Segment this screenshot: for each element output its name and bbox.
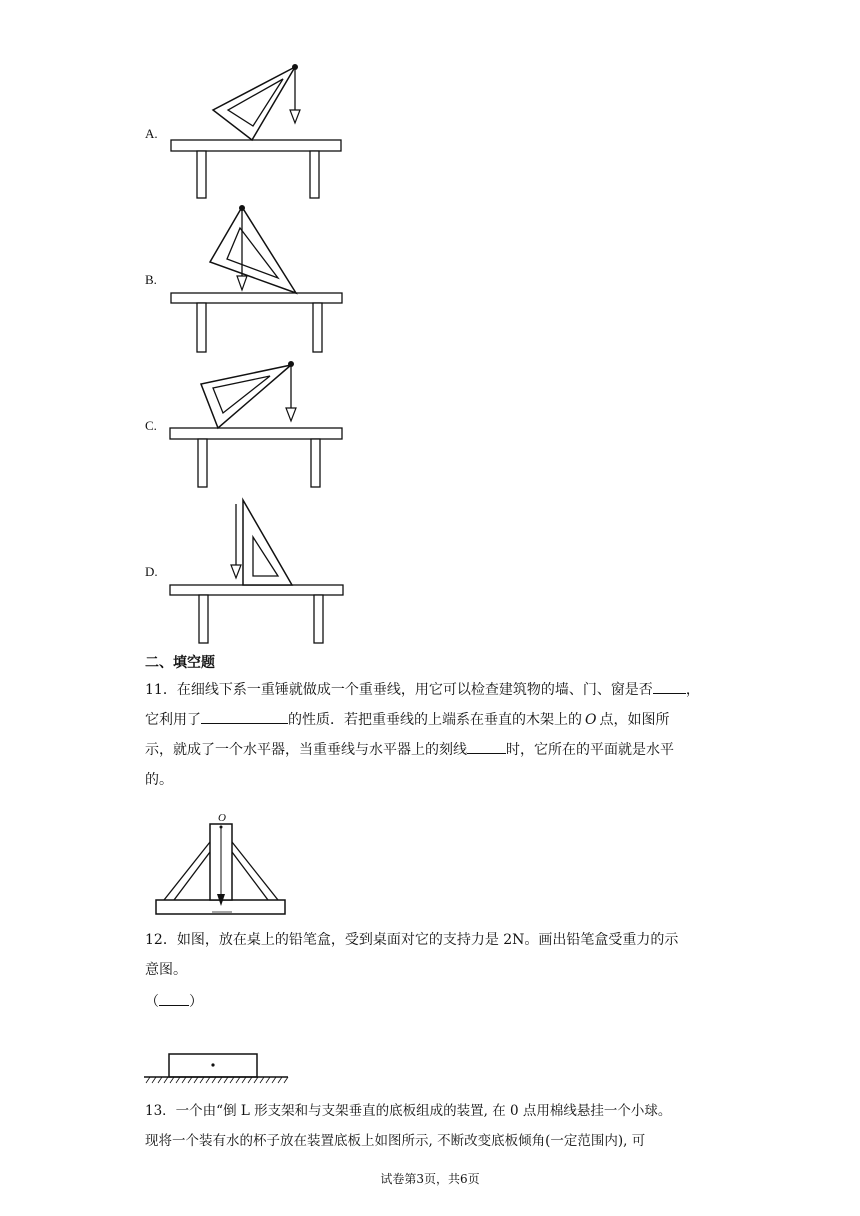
q13-line1-text: 13．一个由“倒 L 形支架和与支架垂直的底板组成的装置, 在 0 点用棉线悬挂一个小球。	[145, 1103, 672, 1119]
question-12	[145, 925, 678, 1017]
page-footer: 试卷第3页，共6页	[380, 1172, 480, 1186]
option-b-label: B.	[145, 272, 157, 287]
question-11	[145, 675, 700, 795]
q12-answer-blank[interactable]	[159, 990, 189, 1006]
option-d-label: D.	[145, 564, 158, 579]
q11-line1-text: 11．在细线下系一重锤就做成一个重垂线，用它可以检查建筑物的墙、门、窗是否	[145, 682, 653, 698]
q11-line4-text: 的。	[145, 772, 173, 788]
q11-blank-1[interactable]	[653, 678, 686, 694]
question-13	[145, 1096, 671, 1156]
q11-blank-3[interactable]	[467, 738, 506, 754]
q11-line2-end: 点，如图所	[599, 712, 670, 728]
q11-line2-text: 它利用了	[145, 712, 201, 728]
option-a-label: A.	[145, 126, 158, 141]
q12-answer-close: ）	[189, 994, 203, 1010]
q11-line1-end: ，	[685, 682, 700, 698]
q12-answer-open: （	[145, 994, 159, 1010]
q11-point-o: O	[585, 712, 597, 728]
option-c-label: C.	[145, 418, 157, 433]
q12-line1-text: 12．如图，放在桌上的铅笔盒，受到桌面对它的支持力是 2N。画出铅笔盒受重力的示	[145, 932, 679, 948]
option-a-figure	[165, 60, 350, 202]
option-c-figure	[165, 358, 350, 490]
q11-line3-end: 时，它所在的平面就是水平	[506, 742, 674, 758]
figure-point-o-label: O	[218, 812, 226, 824]
pencil-box-figure	[142, 1048, 292, 1088]
q11-line3-text: 示，就成了一个水平器，当重垂线与水平器上的刻线	[145, 742, 467, 758]
q11-line2-mid: 的性质．若把重垂线的上端系在垂直的木架上的	[288, 712, 582, 728]
q13-line2-text: 现将一个装有水的杯子放在装置底板上如图所示, 不断改变底板倾角(一定范围内), 可	[145, 1133, 646, 1149]
option-b-figure	[165, 204, 350, 354]
q12-line2-text: 意图。	[145, 962, 187, 978]
q11-blank-2[interactable]	[201, 708, 288, 724]
level-instrument-figure	[152, 810, 292, 922]
section-title: 二、填空题	[145, 655, 215, 671]
option-d-figure	[165, 497, 350, 645]
